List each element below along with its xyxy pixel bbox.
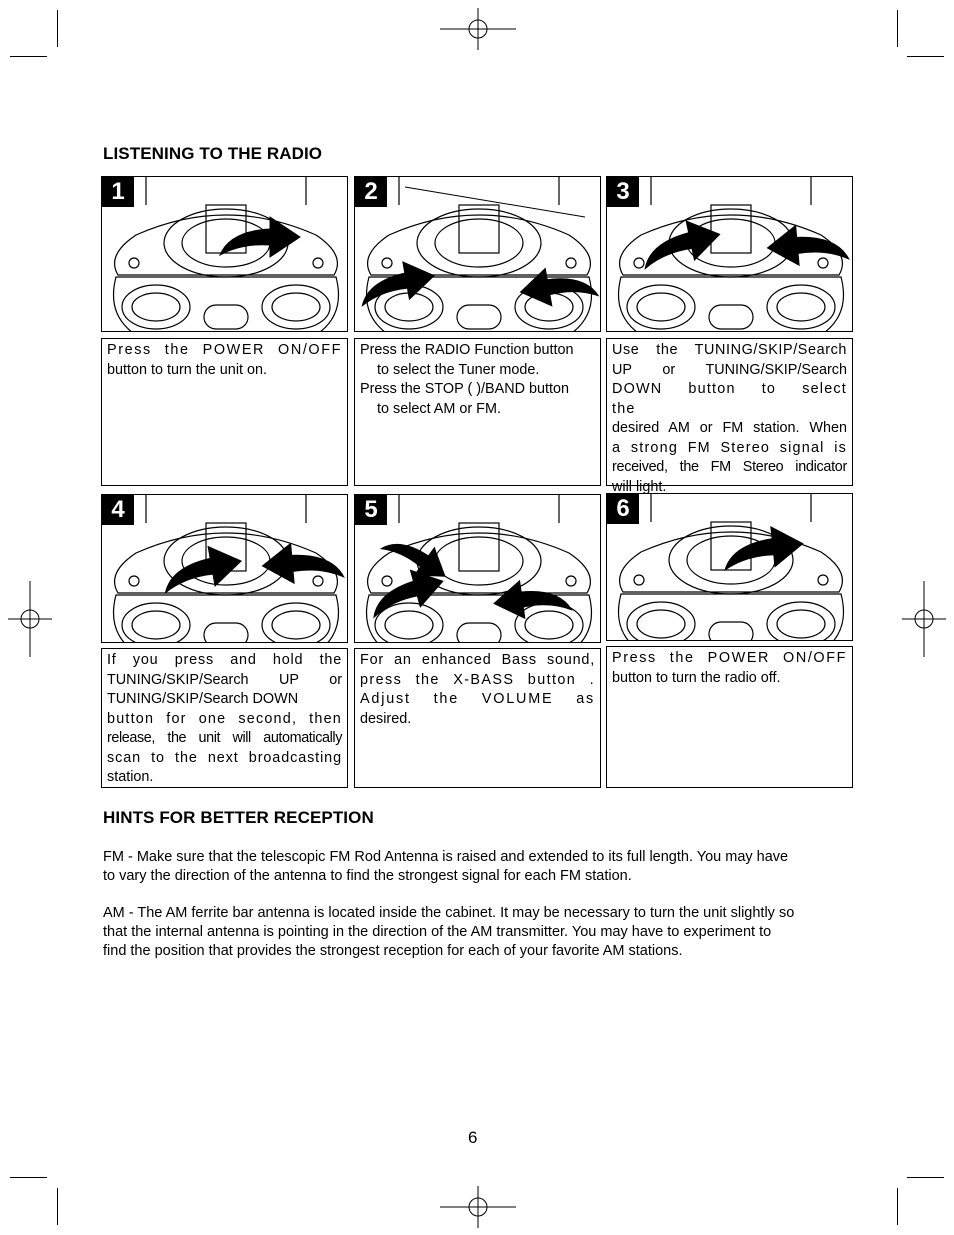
illustration-svg xyxy=(355,177,600,331)
crop-mark xyxy=(10,56,47,57)
text-line: TUNING/SKIP/Search DOWN xyxy=(107,691,299,707)
text-line: Press the POWER ON/OFF xyxy=(612,650,847,666)
text-line: AM - The AM ferrite bar antenna is located inside the cabinet. It may be necessary to turn the unit slightly so xyxy=(103,905,795,921)
text-line: press the X-BASS button . xyxy=(360,671,595,688)
registration-mark xyxy=(440,1186,516,1228)
crop-mark xyxy=(57,10,58,47)
text-paragraph xyxy=(360,380,595,419)
text-line: Press the RADIO Function button xyxy=(360,342,574,358)
text-line: Press the POWER ON/OFF xyxy=(107,342,342,358)
illustration-svg xyxy=(102,177,347,331)
crop-mark xyxy=(57,1188,58,1225)
antenna-line xyxy=(405,187,585,217)
section-heading-hints: HINTS FOR BETTER RECEPTION xyxy=(103,808,374,827)
boombox-drawing xyxy=(619,494,844,640)
step-number: 4 xyxy=(102,495,134,525)
boombox-drawing xyxy=(367,495,592,642)
text-line: to vary the direction of the antenna to find the strongest signal for each FM station. xyxy=(103,868,632,884)
crop-mark xyxy=(10,1177,47,1178)
text-line: to select the Tuner mode. xyxy=(377,361,540,378)
step-6-text xyxy=(606,646,853,788)
step-number: 5 xyxy=(355,495,387,525)
step-2-illustration xyxy=(354,176,601,332)
crop-mark xyxy=(897,10,898,47)
step-1-illustration xyxy=(101,176,348,332)
illustration-svg xyxy=(102,495,347,642)
text-line: button to turn the unit on. xyxy=(107,361,268,378)
text-line: For an enhanced Bass sound, xyxy=(360,652,595,668)
step-number: 3 xyxy=(607,177,639,207)
registration-mark xyxy=(8,581,52,657)
text-line: Adjust the VOLUME as xyxy=(360,691,595,707)
step-1-text xyxy=(101,338,348,486)
step-3-text xyxy=(606,338,853,495)
text-line: Use the TUNING/SKIP/Search xyxy=(612,342,847,358)
text-line: to select AM or FM. xyxy=(377,400,501,417)
text-line: FM - Make sure that the telescopic FM Rod Antenna is raised and extended to its full length. You may have xyxy=(103,849,789,865)
arrow-icon xyxy=(261,539,344,586)
text-line: button for one second, then xyxy=(107,710,342,727)
text-line: that the internal antenna is pointing in the direction of the AM transmitter. You may have to experiment to xyxy=(103,924,772,940)
arrow-icon xyxy=(220,217,300,257)
arrow-icon xyxy=(159,541,245,594)
text-line: release, the unit will automatically xyxy=(107,730,342,746)
section-heading-radio: LISTENING TO THE RADIO xyxy=(103,144,323,163)
step-number: 6 xyxy=(607,494,639,524)
text-line: find the position that provides the strongest reception for each of your favorite AM stations. xyxy=(103,943,683,959)
boombox-drawing xyxy=(367,177,592,331)
text-line: UP or TUNING/SKIP/Search xyxy=(612,361,847,378)
text-line: TUNING/SKIP/Search UP or xyxy=(107,671,342,688)
crop-mark xyxy=(897,1188,898,1225)
step-5-illustration xyxy=(354,494,601,643)
page-number: 6 xyxy=(468,1128,478,1147)
crop-mark xyxy=(907,1177,944,1178)
registration-mark xyxy=(902,581,946,657)
text-line: desired AM or FM station. When xyxy=(612,420,847,436)
illustration-svg xyxy=(355,495,600,642)
step-number: 2 xyxy=(355,177,387,207)
arrow-icon xyxy=(517,260,598,311)
step-4-text xyxy=(101,648,348,788)
step-number: 1 xyxy=(102,177,134,207)
step-6-illustration xyxy=(606,493,853,641)
text-line: received, the FM Stereo indicator xyxy=(612,459,847,475)
hint-fm-paragraph xyxy=(103,848,863,886)
step-4-illustration xyxy=(101,494,348,643)
text-line: a strong FM Stereo signal is xyxy=(612,439,847,456)
step-3-illustration xyxy=(606,176,853,332)
text-line: station. xyxy=(107,769,154,785)
arrow-icon xyxy=(766,221,849,268)
illustration-svg xyxy=(607,177,852,331)
text-line: DOWN button to select the xyxy=(612,381,847,417)
text-line: will light. xyxy=(612,478,667,495)
text-paragraph xyxy=(360,341,595,380)
hint-am-paragraph xyxy=(103,904,863,961)
text-line: Press the STOP ( )/BAND button xyxy=(360,381,570,397)
text-line: scan to the next broadcasting xyxy=(107,749,342,766)
crop-mark xyxy=(907,56,944,57)
text-line: button to turn the radio off. xyxy=(612,669,781,686)
registration-mark xyxy=(440,8,516,50)
step-5-text xyxy=(354,648,601,788)
step-2-text xyxy=(354,338,601,486)
illustration-svg xyxy=(607,494,852,640)
boombox-drawing xyxy=(114,177,339,331)
text-line: desired. xyxy=(360,710,412,727)
text-line: If you press and hold the xyxy=(107,652,342,668)
